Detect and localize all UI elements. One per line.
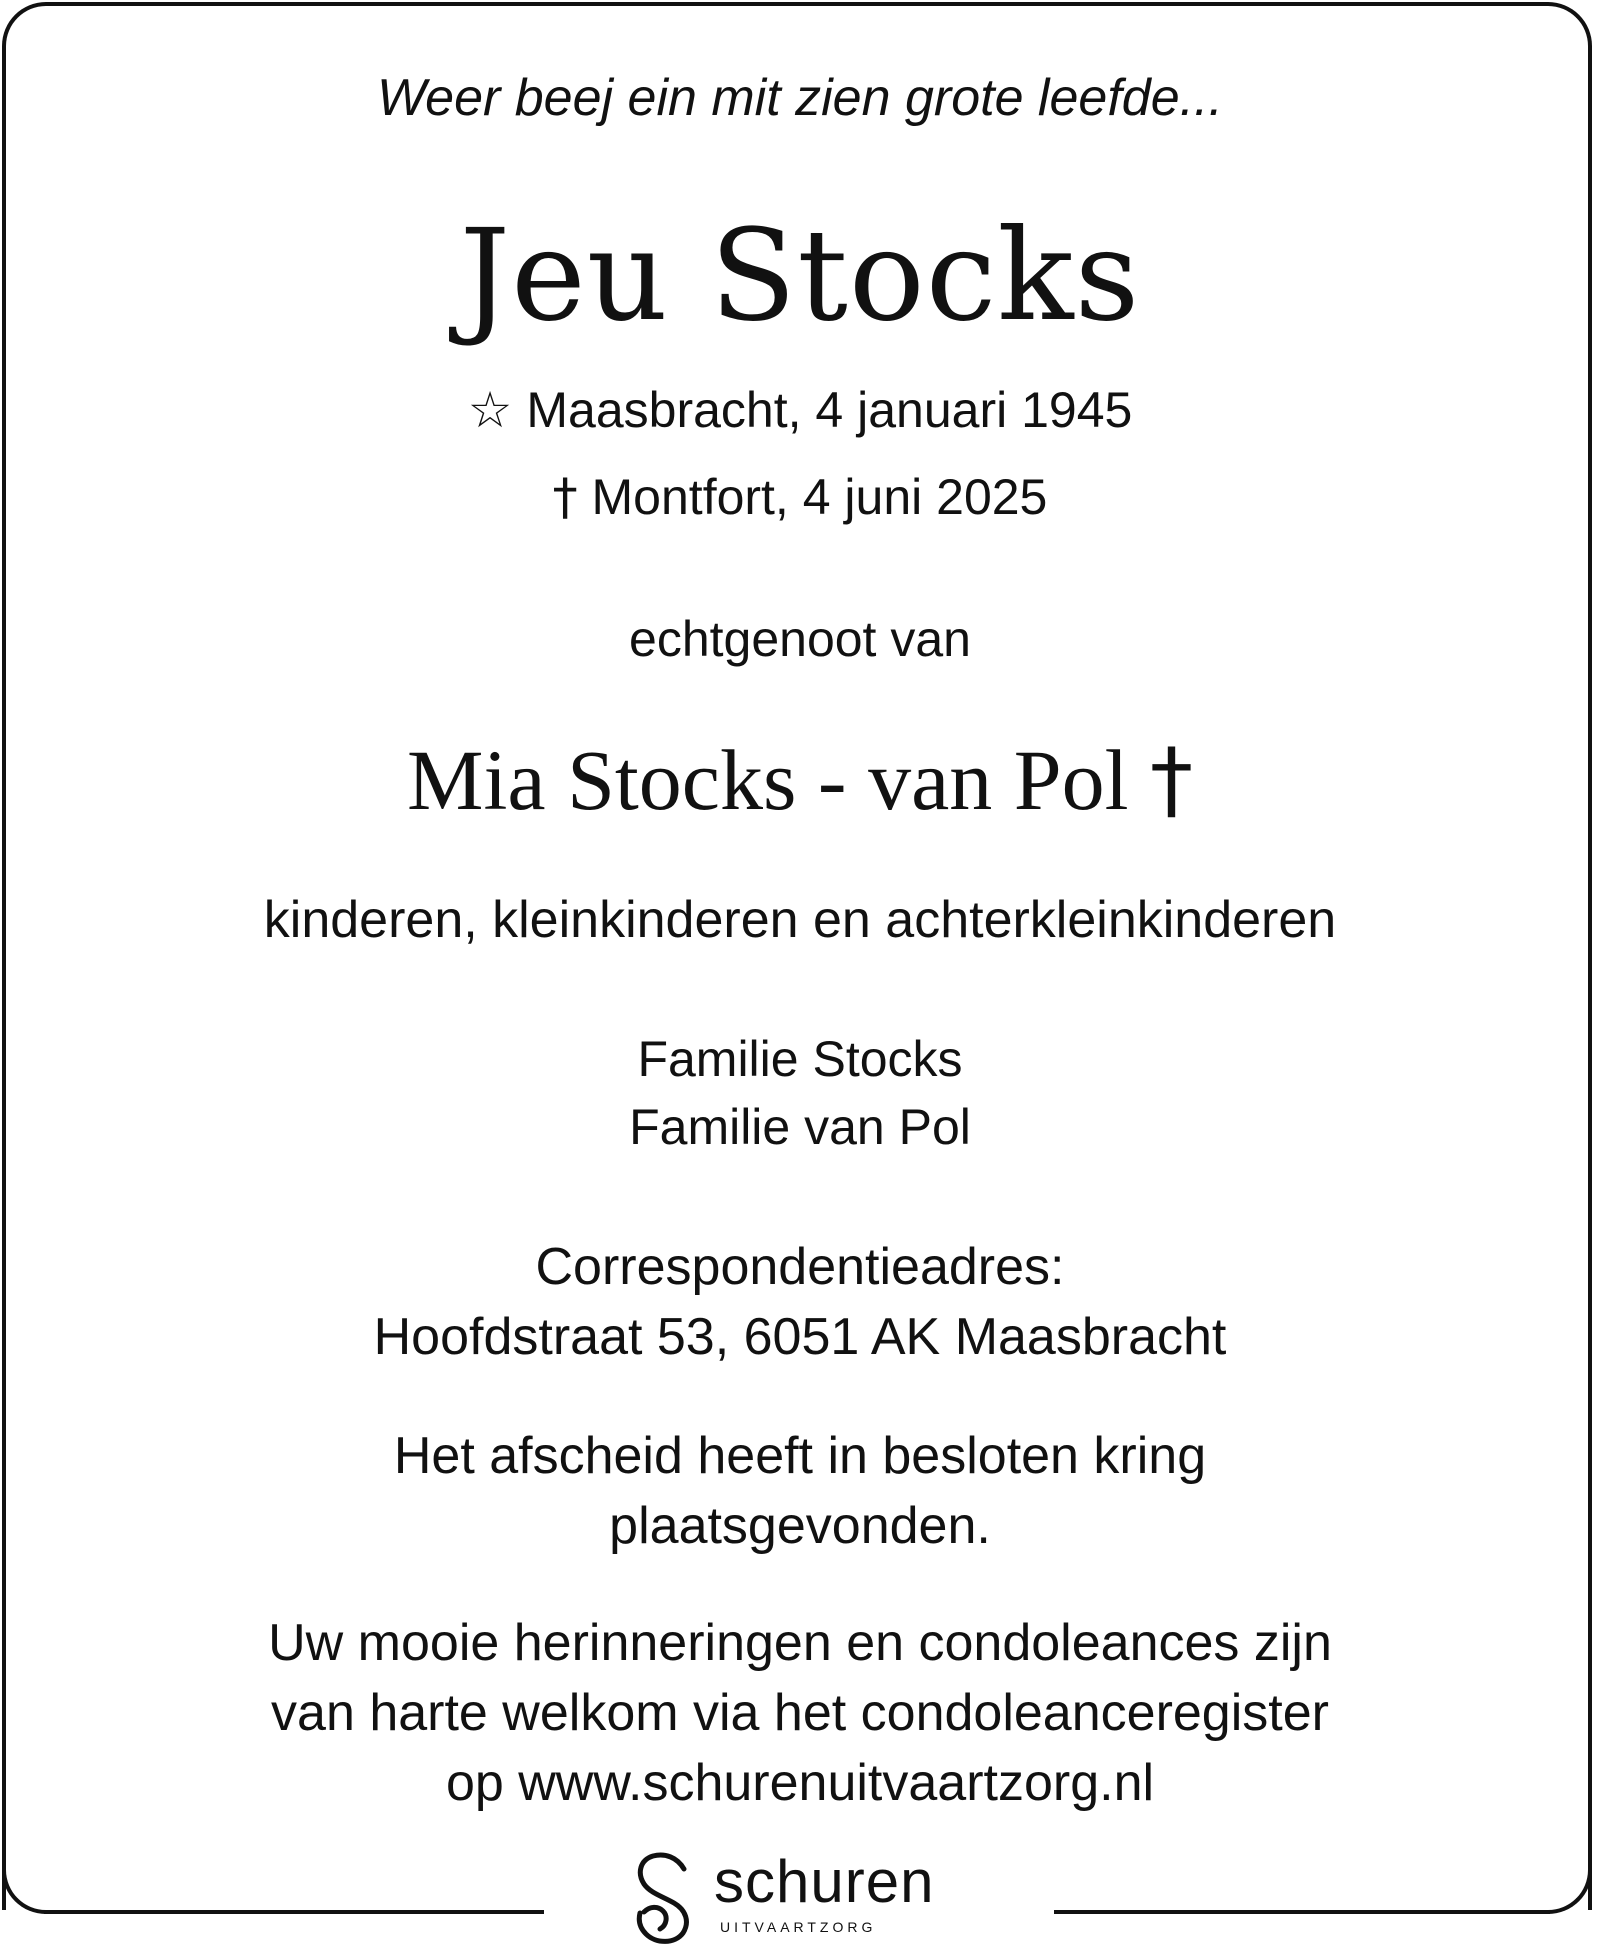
memories-line: van harte welkom via het condoleanceregister [271,1684,1329,1742]
memories-line: Uw mooie herinneringen en condoleances zijn [268,1614,1332,1672]
logo-subtitle: UITVAARTZORG [720,1919,877,1935]
frame-bottom-right-line [1054,1910,1550,1914]
relation-intro: echtgenoot van [629,611,971,667]
spouse-name: Mia Stocks - van Pol [407,732,1129,828]
correspondence-label: Correspondentieadres: [535,1238,1065,1296]
correspondence-block [0,1232,1600,1372]
s-logo-icon [628,1845,698,1945]
family-line: Familie van Pol [629,1099,971,1155]
death-text: Montfort, 4 juni 2025 [591,469,1048,525]
correspondence-address: Hoofdstraat 53, 6051 AK Maasbracht [373,1308,1227,1366]
birth-line [0,375,1600,445]
death-line [0,462,1600,532]
schuren-logo [628,1845,988,1945]
cross-icon: † [1149,730,1193,830]
cross-icon: † [552,468,578,526]
farewell-line: Het afscheid heeft in besloten kring [393,1427,1207,1485]
farewell-line: plaatsgevonden. [609,1497,991,1555]
intro-line: Weer beej ein mit zien grote leefde... [377,69,1223,127]
deceased-name: Jeu Stocks [459,202,1141,349]
star-icon: ☆ [467,381,513,439]
memories-line: op www.schurenuitvaartzorg.nl [445,1754,1155,1812]
spouse-line [0,725,1600,835]
frame-bottom-left-line [44,1910,544,1914]
birth-text: Maasbracht, 4 januari 1945 [526,382,1133,438]
family-line: Familie Stocks [637,1031,963,1087]
family-main: kinderen, kleinkinderen en achterkleinkinderen [263,891,1337,949]
logo-wordmark: schuren [714,1848,935,1915]
farewell-block [0,1421,1600,1561]
memories-block [0,1608,1600,1818]
family-list [0,1025,1600,1161]
